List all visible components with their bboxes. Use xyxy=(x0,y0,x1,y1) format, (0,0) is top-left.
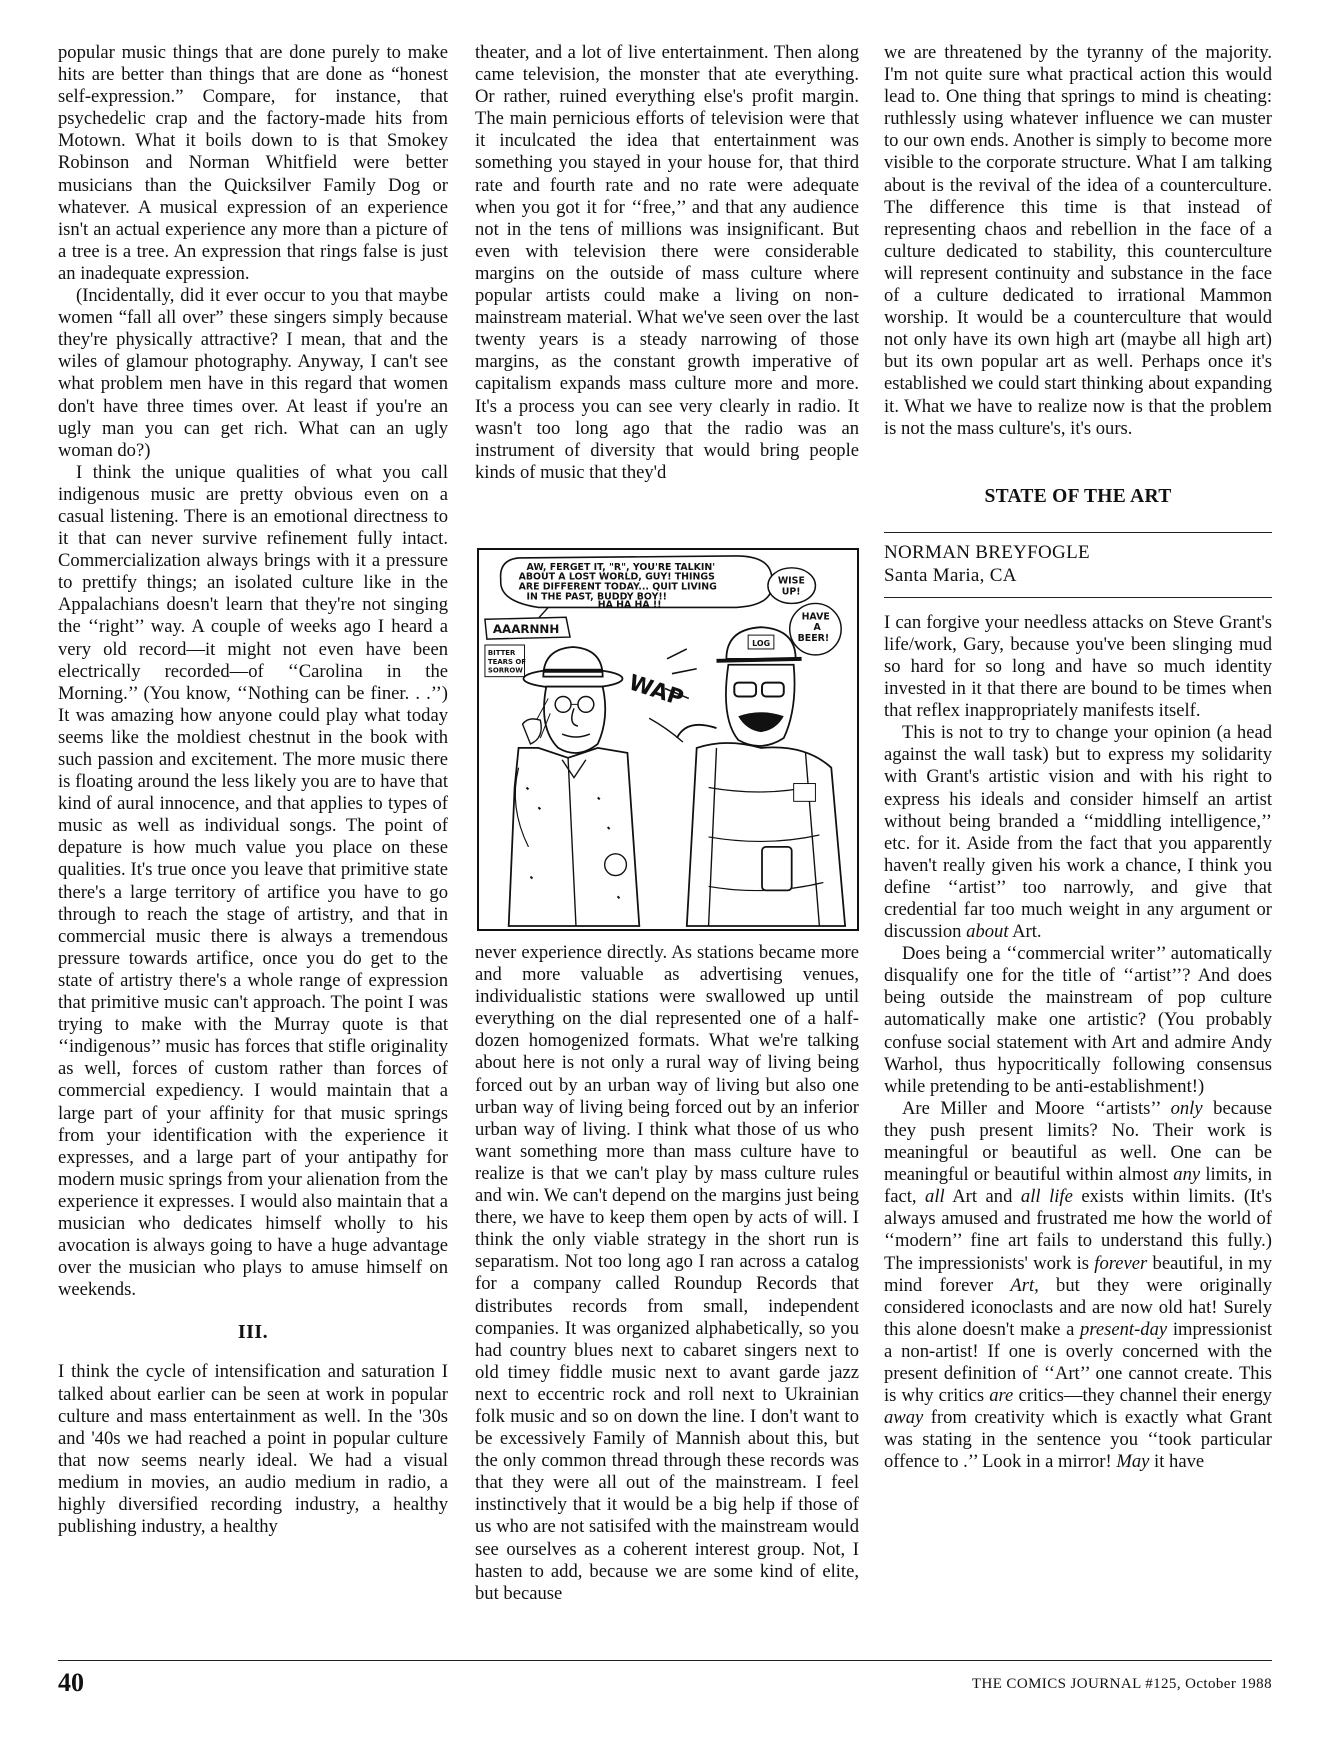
section-heading: III. xyxy=(237,1321,269,1344)
column-2-bottom xyxy=(475,942,859,1605)
label-line: SORROW xyxy=(487,666,523,675)
paragraph: I think the unique qualities of what you call indigenous music are pretty obvious even on a casual listening. There is an emotional directness to it that can never survive refinement fully intact. Commercialization always brings with it a pressure to prettify things; an isolated culture like in the Appalachians doesn't learn that they're not singing the ‘‘right’’ way. A couple of weeks ago I heard a very old record—it might not even have been electrically recorded—of ‘‘Carolina in the Morning.’’ (You know, ‘‘Nothing can be finer. . .’’) It was amazing how anyone could play what today seems like the moldiest chestnut in the book with such passion and excitement. The more music there is floating around the less likely you are to have that kind of aural innocence, and that applies to types of music as well as individual songs. The point of depature is how much value you place on these qualities. It's true once you leave that primitive state there's a large territory of artifice you have to go through to reach the stage of artistry, and that in commercial music there is always a tremendous pressure towards artifice, once you do get to the state of artistry there's a whole range of expression that primitive music can't approach. The point I was trying to make with the Murray quote is that ‘‘indigenous’’ music has forces that stifle originality as well, forces of custom rather than forces of commercial expediency. I would maintain that a large part of your affinity for that music springs from your identification with the experience it expresses, and a large part of your antipathy for modern music springs from your alienation from the experience it expresses. I would also maintain that a musician who dedicates himself wholly to his avocation is always going to have a huge advantage over the musician who plays to amuse himself on weekends. xyxy=(58,461,448,1301)
page-number: 40 xyxy=(58,1668,84,1697)
sound-effect: WAP xyxy=(625,670,687,712)
balloon-line: AW, FERGET IT, "R", YOU'RE TALKIN' xyxy=(526,561,716,573)
paragraph: I think the cycle of intensification and saturation I talked about earlier can be seen at work in popular culture and mass entertainment as well. In the '30s and '40s we had reached a point in popular culture that now seems nearly ideal. We had a visual medium in movies, an audio medium in radio, a highly diversified recording industry, a healthy publishing industry, a healthy xyxy=(58,1361,448,1538)
label-line: TEARS OF xyxy=(487,657,526,666)
balloon-line: A xyxy=(813,622,821,634)
paragraph: This is not to try to change your opinion (a head against the wall task) but to express my solidarity with Grant's artistic vision and with his right to express his ideals and consider himself an artist without being branded a ‘‘middling intelligence,’’ etc. for it. Aside from the fact that you apparently haven't really given his work a chance, I think you define ‘‘artist’’ too narrowly, and give that credential far too much weight in any argument or discussion about Art. xyxy=(884,722,1272,943)
balloon-line: ARE DIFFERENT TODAY... QUIT LIVING xyxy=(518,581,717,593)
divider xyxy=(884,532,1272,533)
paragraph: (Incidentally, did it ever occur to you that maybe women “fall all over” these singers simply because they're physically attractive? I mean, that and the wiles of glamour photography. Anyway, I can't see what problem men have in this regard that women don't have three times over. At least if you're an ugly man you can get rich. What can an ugly woman do?) xyxy=(58,285,448,461)
balloon-line: IN THE PAST, BUDDY BOY!! xyxy=(526,591,667,603)
byline xyxy=(884,541,1272,587)
publication-credit: THE COMICS JOURNAL #125, October 1988 xyxy=(971,1676,1272,1692)
balloon-line: UP! xyxy=(781,586,801,598)
balloon-line: HAVE xyxy=(801,611,830,623)
author-name: NORMAN BREYFOGLE xyxy=(884,541,1090,563)
article-title: STATE OF THE ART xyxy=(984,485,1172,507)
paragraph: I can forgive your needless attacks on Steve Grant's life/work, Gary, because you've been slinging mud so hard for so long and have so much identity invested in it that there are bound to be times when that reflex inappropriately manifests itself. xyxy=(884,611,1272,722)
paragraph: Does being a ‘‘commercial writer’’ automatically disqualify one for the title of ‘‘artist’’? And does being outside the mainstream of pop culture automatically make one artistic? (You probably confuse social statement with Art and admire Andy Warhol, thus hypocritically following consensus while pretending to be anti-establishment!) xyxy=(884,943,1272,1097)
old-man-figure xyxy=(509,647,640,926)
paragraph: theater, and a lot of live entertainment. Then along came television, the monster that ate everything. Or rather, ruined everything else's profit margin. The main pernicious efforts of television were that it inculcated the idea that entertainment was something you stayed in your house for, that third rate and fourth rate and no rate were adequate when you got it for ‘‘free,’’ and that any audience not in the tens of millions was insignificant. But even with television there were considerable margins on the outside of mass culture where popular artists could make a living on non-mainstream material. What we've seen over the last twenty years is a steady narrowing of those margins, as the constant growth imperative of capitalism expands mass culture more and more. It's a process you can see very clearly in radio. It wasn't too long ago that the radio was an instrument of diversity that would bring people kinds of music that they'd xyxy=(475,42,859,483)
balloon-line: WISE xyxy=(777,575,805,587)
column-1 xyxy=(58,42,448,1538)
paragraph: never experience directly. As stations became more and more valuable as advertising venues, individualistic stations were swallowed up until everything on the dial represented one of a half-dozen homogenized formats. What we're talking about here is not only a rural way of living being forced out by an urban way of living but also one urban way of living being forced out by an inferior urban way of living. I think what those of us who want something more than mass culture have to realize is that we can't play by mass culture rules and win. We can't depend on the margins just being there, we have to keep them open by acts of will. I think the only viable strategy in the short run is separatism. Not too long ago I ran across a catalog for a company called Roundup Records that distributes records from small, independent companies. It was organized alphabetically, so you had country blues next to cabaret singers next to old timey fiddle music next to avant garde jazz next to eccentric rock and roll next to Ukrainian folk music and so on down the line. I don't want to be excessively Family of Mannish about this, but the only common thread through these records was that they were all out of the mainstream. I feel instinctively that it would be a big help if those of us who are not satisifed with the mainstream would see ourselves as a coherent interest group. Not, I hasten to add, because we are some kind of elite, but because xyxy=(475,942,859,1604)
balloon-line: AAARNNH xyxy=(492,622,560,637)
footer-divider xyxy=(58,1660,1272,1661)
paragraph: Are Miller and Moore ‘‘artists’’ only because they push present limits? No. Their work is meaningful or beautiful as well. One can be meaningful or beautiful within almost any limits, in fact, all Art and all life exists within limits. (It's always amused and frustrated me how the world of ‘‘modern’’ fine art fails to understand this fully.) The impressionists' work is forever beautiful, in my mind forever Art, but they were originally considered iconoclasts and are now old hat! Surely this alone doesn't make a present-day impressionist a non-artist! If one is overly concerned with the present definition of ‘‘Art’’ one cannot create. This is why critics are critics—they channel their energy away from creativity which is exactly what Grant was stating in the sentence you ‘‘took particular offence to .’’ Look in a mirror! May it have xyxy=(884,1097,1273,1473)
divider xyxy=(884,597,1272,598)
balloon-line: ABOUT A LOST WORLD, GUY! THINGS xyxy=(518,571,715,583)
paragraph: we are threatened by the tyranny of the majority. I'm not quite sure what practical action this would lead to. One thing that springs to mind is cheating: ruthlessly using whatever influence we can muster to our own ends. Another is simply to become more visible to the corporate structure. What I am talking about is the revival of the idea of a counterculture. The difference this time is that instead of representing chaos and rebellion in the face of a culture dedicated to stability, this counterculture will represent continuity and substance in the face of a culture dedicated to irrational Mammon worship. It would be a counterculture that would not only have its own high art (maybe all high art) but its own popular art as well. Perhaps once it's established we could start thinking about expanding it. What we have to realize now is that the problem is not the mass culture's, it's ours. xyxy=(884,42,1272,439)
column-3 xyxy=(884,42,1272,1473)
balloon-line: BEER! xyxy=(797,633,830,645)
author-location: Santa Maria, CA xyxy=(884,564,1017,586)
balloon-line: HA HA HA !! xyxy=(597,599,662,611)
cartoon-drawing xyxy=(479,550,857,929)
cap-badge-text: LOG xyxy=(752,638,771,648)
label-line: BITTER xyxy=(487,648,516,657)
paragraph: popular music things that are done purely to make hits are better than things that are done as “honest self-expression.” Compare, for instance, that psychedelic crap and the factory-made hits from Motown. What it boils down to is that Smokey Robinson and Norman Whitfield were better musicians than the Quicksilver Family Dog or whatever. A musical expression of an experience isn't an actual experience any more than a picture of a tree is a tree. An expression that rings false is just an inadequate expression. xyxy=(58,42,448,284)
column-2-top xyxy=(475,42,859,484)
cartoon-illustration xyxy=(477,548,859,931)
